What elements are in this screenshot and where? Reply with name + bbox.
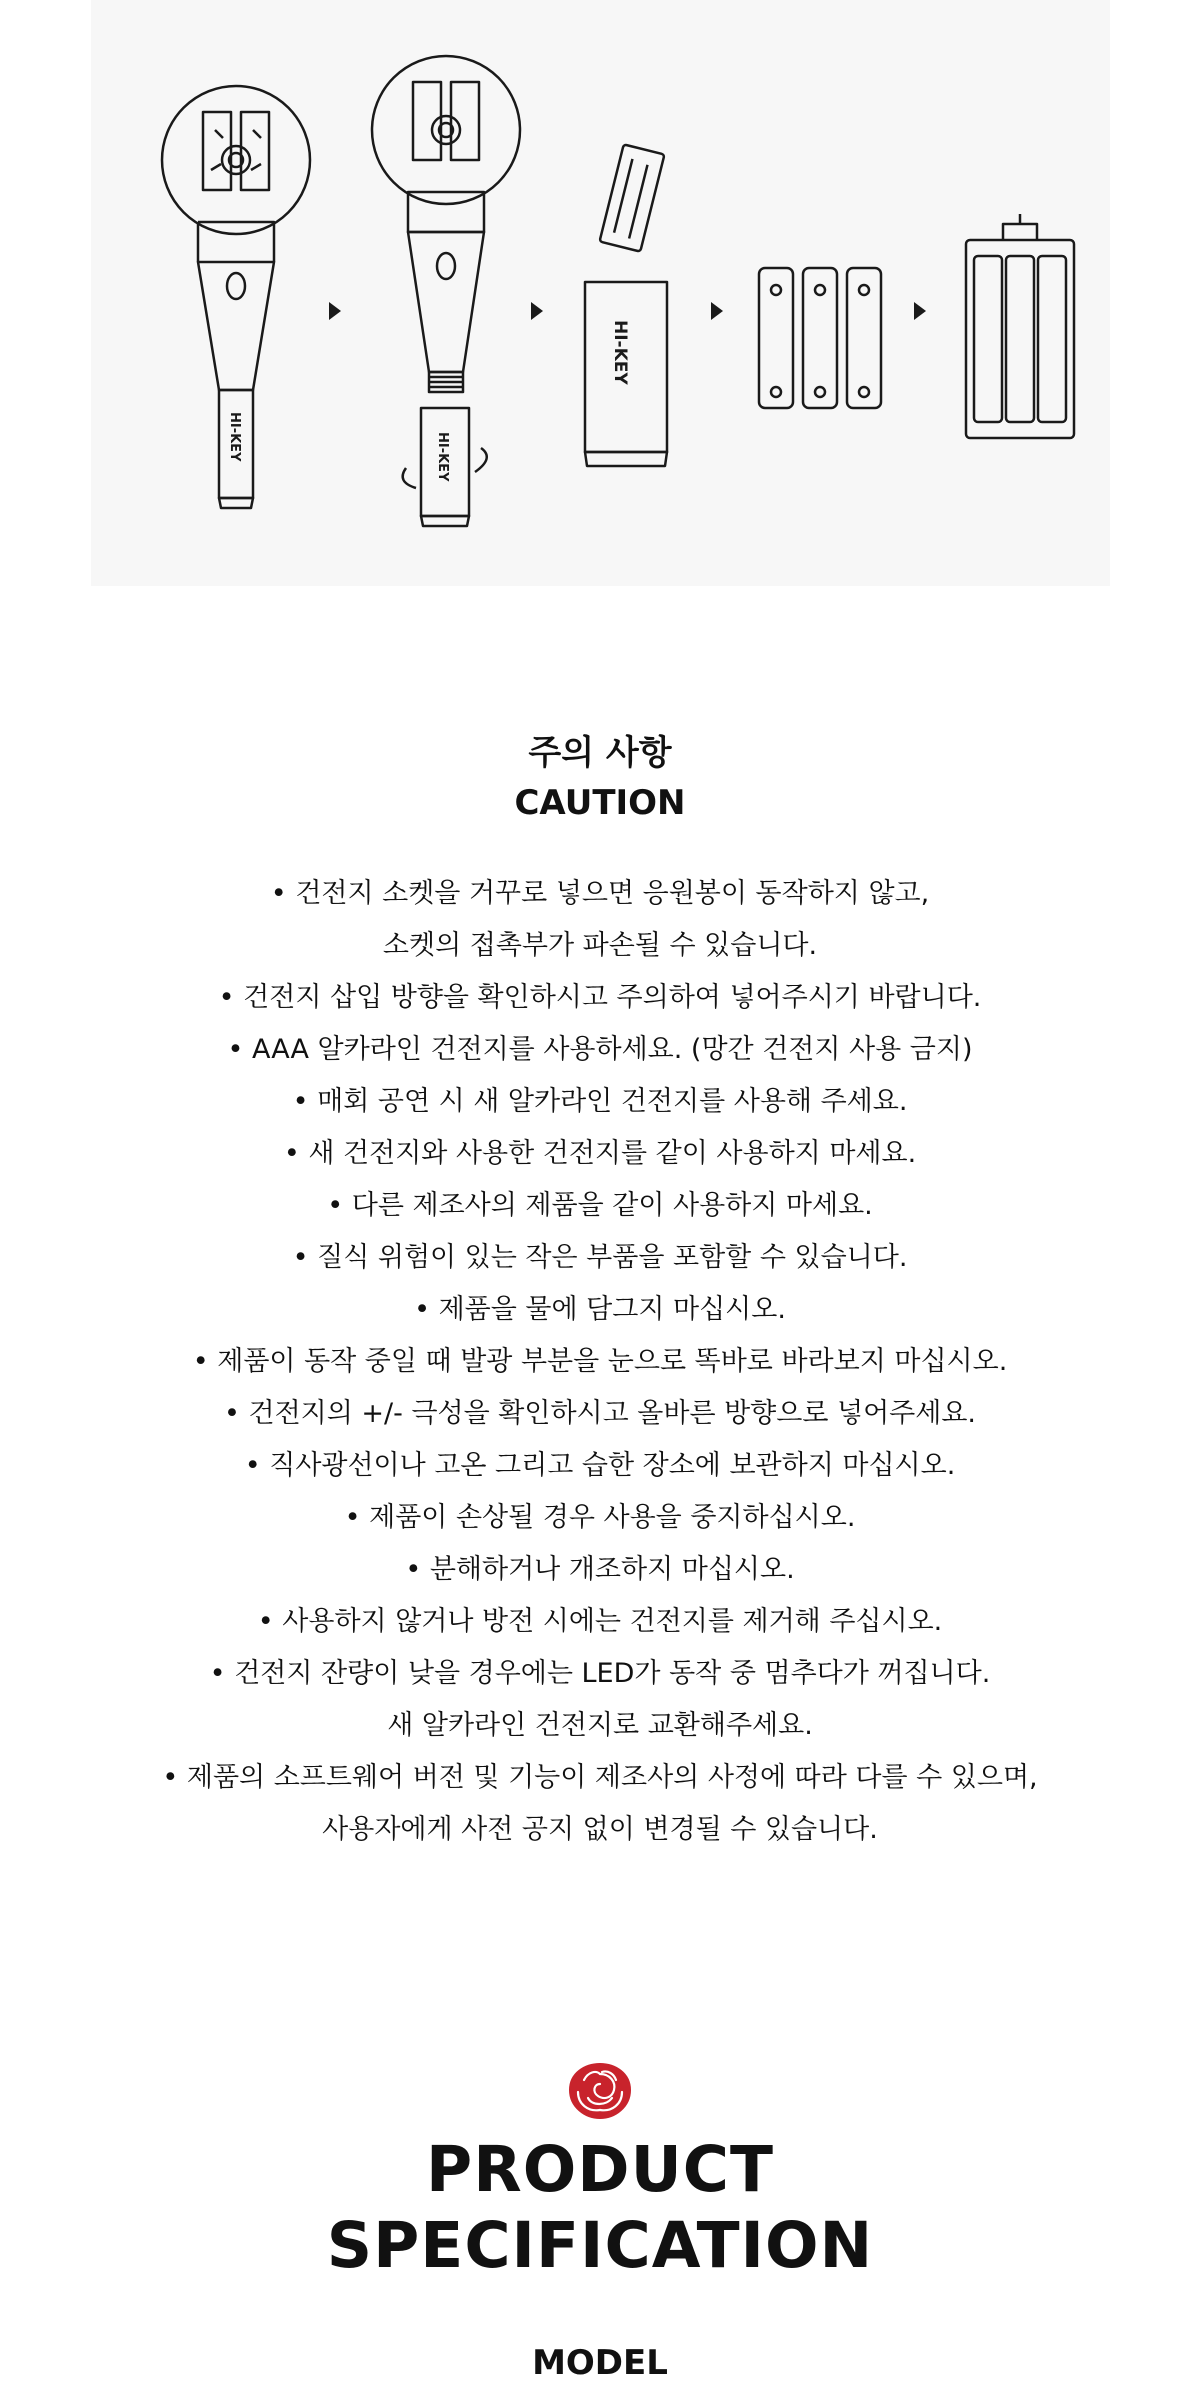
caution-item-text: 건전지 삽입 방향을 확인하시고 주의하여 넣어주시기 바랍니다. [243,982,982,1013]
caution-item [0,1180,1200,1232]
caution-item [0,1284,1200,1336]
spec-title-line2: SPECIFICATION [326,2209,874,2282]
caution-item [0,972,1200,1024]
caution-item-text: 분해하거나 개조하지 마십시오. [429,1554,795,1585]
spec-title-line1: PRODUCT [426,2133,774,2206]
bullet: • [192,1346,209,1377]
brand-label-3: HI-KEY [610,320,630,385]
caution-item-text: 건전지 소켓을 거꾸로 넣으면 응원봉이 동작하지 않고, [295,878,930,909]
caution-item-continuation: 새 알카라인 건전지로 교환해주세요. [387,1710,813,1741]
bullet: • [218,982,235,1013]
caution-item-text: 새 건전지와 사용한 건전지를 같이 사용하지 마세요. [308,1138,917,1169]
caution-title-ko: 주의 사항 [528,733,672,773]
caution-item [0,1336,1200,1388]
bullet: • [227,1034,244,1065]
caution-item-text: 제품이 동작 중일 때 발광 부분을 눈으로 똑바로 바라보지 마십시오. [217,1346,1008,1377]
caution-item [0,1128,1200,1180]
caution-item [0,868,1200,972]
caution-item [0,1024,1200,1076]
caution-item [0,1648,1200,1752]
bullet: • [292,1242,309,1273]
caution-heading [0,728,1200,828]
caution-item [0,1388,1200,1440]
battery-steps-svg [91,0,1110,586]
caution-item-text: 건전지 잔량이 낮을 경우에는 LED가 동작 중 멈추다가 꺼집니다. [234,1658,991,1689]
caution-item-text: 다른 제조사의 제품을 같이 사용하지 마세요. [351,1190,873,1221]
caution-item [0,1492,1200,1544]
caution-item [0,1596,1200,1648]
bullet: • [223,1398,240,1429]
play-arrow-icon [531,302,543,320]
brand-label-1: HI-KEY [227,412,242,462]
caution-item [0,1440,1200,1492]
bullet: • [244,1450,261,1481]
three-aaa-batteries [759,268,881,408]
bullet: • [209,1658,226,1689]
caution-item-text: 제품이 손상될 경우 사용을 중지하십시오. [369,1502,856,1533]
bullet: • [283,1138,300,1169]
battery-holder-removed [585,144,667,466]
lightstick-assembled [162,86,310,508]
model-label: MODEL [532,2343,668,2383]
rose-icon [562,2058,638,2124]
caution-item-text: 건전지의 +/- 극성을 확인하시고 올바른 방향으로 넣어주세요. [248,1398,977,1429]
caution-item-text: 제품의 소프트웨어 버전 및 기능이 제조사의 사정에 따라 다를 수 있으며, [186,1762,1038,1793]
caution-item-continuation: 사용자에게 사전 공지 없이 변경될 수 있습니다. [322,1814,878,1845]
caution-item-text: 직사광선이나 고온 그리고 습한 장소에 보관하지 마십시오. [269,1450,956,1481]
bullet: • [257,1606,274,1637]
batteries-inserted [966,214,1074,438]
bullet: • [344,1502,361,1533]
bullet: • [327,1190,344,1221]
product-specification-title [0,2132,1200,2284]
battery-instruction-illustration [91,0,1110,586]
caution-title-en: CAUTION [514,783,686,823]
lightstick-unscrew-cap [372,56,520,526]
bullet: • [270,878,287,909]
play-arrow-icon [329,302,341,320]
bullet: • [162,1762,179,1793]
brand-label-2: HI-KEY [435,432,450,482]
caution-item-text: 매회 공연 시 새 알카라인 건전지를 사용해 주세요. [317,1086,908,1117]
caution-item-continuation: 소켓의 접촉부가 파손될 수 있습니다. [382,930,818,961]
play-arrow-icon [914,302,926,320]
caution-item-text: 제품을 물에 담그지 마십시오. [438,1294,786,1325]
caution-list [0,868,1200,1856]
caution-item [0,1076,1200,1128]
caution-item [0,1752,1200,1856]
caution-item-text: AAA 알카라인 건전지를 사용하세요. (망간 건전지 사용 금지) [252,1034,973,1065]
caution-item [0,1232,1200,1284]
bullet: • [405,1554,422,1585]
caution-item-text: 사용하지 않거나 방전 시에는 건전지를 제거해 주십시오. [282,1606,943,1637]
play-arrow-icon [711,302,723,320]
caution-item [0,1544,1200,1596]
caution-item-text: 질식 위험이 있는 작은 부품을 포함할 수 있습니다. [317,1242,908,1273]
bullet: • [292,1086,309,1117]
bullet: • [414,1294,430,1325]
